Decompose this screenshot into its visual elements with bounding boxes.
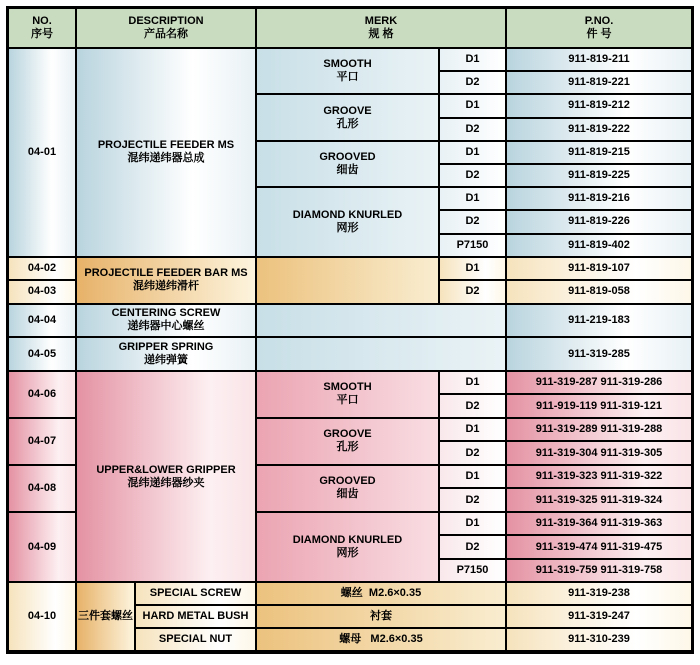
no-cell — [9, 338, 75, 370]
pno-label: 911-819-211 — [568, 53, 630, 66]
d-cell — [440, 395, 505, 417]
header-desc-zh: 产品名称 — [144, 28, 188, 40]
header-cell-pno — [507, 9, 691, 47]
pno-label: 911-319-285 — [568, 347, 630, 360]
spec-zh: 细齿 — [336, 163, 359, 176]
header-no-en: NO. — [32, 15, 52, 27]
no-label: 04-01 — [27, 145, 57, 158]
d-label: D1 — [465, 192, 480, 205]
no-cell — [9, 281, 75, 303]
pno-cell — [507, 72, 691, 93]
d-cell — [440, 211, 505, 232]
pno-cell — [507, 281, 691, 303]
spec-cell — [257, 466, 438, 511]
desc-en-cell — [136, 606, 255, 627]
desc-zh: 混纬递纬器总成 — [127, 152, 205, 165]
d-label: D2 — [465, 76, 480, 89]
spec-cell — [257, 142, 438, 186]
pno-cell — [507, 49, 691, 70]
pno-cell — [507, 442, 691, 464]
spec-zh: 平口 — [336, 71, 359, 84]
pno-cell — [507, 629, 691, 650]
d-label: D2 — [465, 285, 480, 298]
pno-cell — [507, 188, 691, 209]
spec-cell — [257, 583, 505, 604]
header-merk-zh: 规 格 — [368, 28, 394, 40]
spec-cell — [257, 419, 438, 464]
d-cell — [440, 49, 505, 70]
d-cell — [440, 419, 505, 441]
pno-label: 911-319-238 — [568, 587, 630, 600]
d-cell — [440, 372, 505, 394]
desc-zh: 递纬弹簧 — [144, 354, 188, 367]
desc-en-cell — [136, 583, 255, 604]
pno-cell — [507, 142, 691, 163]
spec-label: 螺丝 M2.6×0.35 — [340, 587, 422, 600]
d-label: D1 — [465, 261, 480, 274]
no-label: 04-08 — [27, 481, 57, 494]
spec-en: GROOVE — [323, 428, 372, 441]
pno-label: 911-819-225 — [568, 169, 630, 182]
d-cell — [440, 489, 505, 511]
no-cell — [9, 419, 75, 464]
d-label: P7150 — [456, 564, 489, 577]
header-pno-en: P.NO. — [584, 15, 614, 27]
spec-zh: 平口 — [336, 394, 359, 407]
no-label: 04-04 — [27, 313, 57, 326]
d-label: D2 — [465, 446, 480, 459]
header-no-zh: 序号 — [31, 28, 53, 40]
pno-label: 911-819-402 — [568, 238, 630, 251]
spec-cell — [257, 372, 438, 417]
pno-label: 911-319-323 911-319-322 — [535, 470, 663, 483]
d-cell — [440, 165, 505, 186]
desc-zh: 混纬递纬滑杆 — [133, 280, 199, 293]
pno-cell — [507, 95, 691, 116]
spec-cell — [257, 606, 505, 627]
pno-cell — [507, 466, 691, 488]
no-label: 04-10 — [27, 610, 57, 623]
pno-cell — [507, 419, 691, 441]
spec-zh: 网形 — [336, 221, 359, 234]
header-desc-en: DESCRIPTION — [128, 15, 204, 27]
d-cell — [440, 188, 505, 209]
desc-en: UPPER&LOWER GRIPPER — [96, 463, 236, 476]
spec-en: DIAMOND KNURLED — [292, 534, 403, 547]
d-cell — [440, 235, 505, 256]
d-cell — [440, 513, 505, 535]
d-cell — [440, 258, 505, 280]
spec-cell — [257, 513, 438, 582]
pno-label: 911-819-221 — [568, 76, 630, 89]
pno-label: 911-319-304 911-319-305 — [535, 446, 663, 459]
pno-label: 911-919-119 911-319-121 — [535, 399, 662, 412]
pno-label: 911-319-289 911-319-288 — [535, 423, 663, 436]
pno-cell — [507, 305, 691, 337]
pno-cell — [507, 211, 691, 232]
desc-en: PROJECTILE FEEDER BAR MS — [84, 267, 248, 280]
spec-cell — [257, 95, 438, 139]
spec-cell-empty — [257, 258, 438, 303]
no-cell — [9, 258, 75, 280]
desc-en: HARD METAL BUSH — [142, 610, 249, 623]
header-merk-en: MERK — [364, 15, 398, 27]
d-label: P7150 — [456, 238, 489, 251]
no-label: 04-09 — [27, 540, 57, 553]
spec-cell-empty — [257, 338, 505, 370]
no-cell — [9, 583, 75, 650]
pno-label: 911-319-247 — [568, 610, 630, 623]
header-cell-merk — [257, 9, 505, 47]
d-cell — [440, 442, 505, 464]
no-cell — [9, 372, 75, 417]
d-cell — [440, 536, 505, 558]
desc-cell — [77, 305, 255, 337]
d-cell — [440, 466, 505, 488]
spec-zh: 细齿 — [336, 488, 359, 501]
pno-cell — [507, 536, 691, 558]
desc-cell — [77, 372, 255, 582]
d-cell — [440, 281, 505, 303]
no-cell — [9, 466, 75, 511]
pno-label: 911-819-215 — [568, 145, 630, 158]
desc-zh: 混纬递纬器纱夹 — [127, 476, 205, 489]
d-label: D2 — [465, 215, 480, 228]
desc-en: CENTERING SCREW — [111, 307, 221, 320]
desc-cell — [77, 49, 255, 256]
spec-cell — [257, 49, 438, 93]
pno-label: 911-319-325 911-319-324 — [535, 493, 663, 506]
spec-zh: 孔形 — [336, 441, 359, 454]
d-label: D1 — [465, 376, 480, 389]
spec-en: SMOOTH — [323, 381, 372, 394]
pno-cell — [507, 165, 691, 186]
desc-en: SPECIAL NUT — [158, 633, 233, 646]
d-label: D1 — [465, 53, 480, 66]
no-cell — [9, 49, 75, 256]
pno-cell — [507, 235, 691, 256]
pno-label: 911-319-364 911-319-363 — [535, 517, 663, 530]
pno-label: 911-319-759 911-319-758 — [535, 564, 663, 577]
no-label: 04-05 — [27, 347, 57, 360]
header-cell-no — [9, 9, 75, 47]
d-label: D1 — [465, 423, 480, 436]
no-label: 04-03 — [27, 285, 57, 298]
pno-cell — [507, 372, 691, 394]
spec-cell — [257, 629, 505, 650]
d-label: D2 — [465, 493, 480, 506]
pno-label: 911-819-058 — [568, 285, 630, 298]
spec-cell — [257, 188, 438, 256]
desc-en: SPECIAL SCREW — [149, 587, 242, 600]
spec-zh: 孔形 — [336, 117, 359, 130]
pno-label: 911-319-287 911-319-286 — [535, 376, 663, 389]
desc-cell — [77, 258, 255, 303]
desc-en: GRIPPER SPRING — [118, 341, 214, 354]
d-label: D2 — [465, 540, 480, 553]
pno-cell — [507, 395, 691, 417]
spec-en: GROOVED — [319, 150, 376, 163]
d-cell — [440, 142, 505, 163]
header-pno-zh: 件 号 — [586, 28, 612, 40]
desc-en: PROJECTILE FEEDER MS — [97, 139, 235, 152]
d-cell — [440, 72, 505, 93]
no-cell — [9, 305, 75, 337]
desc-zh: 三件套螺丝 — [78, 610, 133, 623]
no-label: 04-02 — [27, 261, 57, 274]
pno-label: 911-319-474 911-319-475 — [535, 540, 663, 553]
no-label: 04-07 — [27, 434, 57, 447]
d-cell — [440, 560, 505, 582]
pno-cell — [507, 258, 691, 280]
desc-cell — [77, 338, 255, 370]
no-label: 04-06 — [27, 387, 57, 400]
pno-cell — [507, 583, 691, 604]
pno-label: 911-819-222 — [568, 122, 630, 135]
spec-cell-empty — [257, 305, 505, 337]
d-label: D2 — [465, 399, 480, 412]
pno-label: 911-819-226 — [568, 215, 630, 228]
d-label: D1 — [465, 145, 480, 158]
pno-cell — [507, 489, 691, 511]
pno-label: 911-310-239 — [568, 633, 630, 646]
pno-cell — [507, 560, 691, 582]
pno-cell — [507, 606, 691, 627]
d-label: D2 — [465, 122, 480, 135]
desc-zh-cell — [77, 583, 134, 650]
spec-en: SMOOTH — [323, 58, 372, 71]
d-label: D1 — [465, 517, 480, 530]
d-label: D2 — [465, 169, 480, 182]
spec-label: 衬套 — [370, 610, 392, 623]
spec-en: GROOVE — [323, 104, 372, 117]
spec-en: DIAMOND KNURLED — [292, 208, 403, 221]
d-cell — [440, 95, 505, 116]
d-label: D1 — [465, 470, 480, 483]
pno-label: 911-819-107 — [568, 261, 630, 274]
pno-cell — [507, 513, 691, 535]
desc-zh: 递纬器中心螺丝 — [127, 320, 205, 333]
pno-cell — [507, 338, 691, 370]
desc-en-cell — [136, 629, 255, 650]
pno-label: 911-219-183 — [568, 313, 630, 326]
spec-label: 螺母 M2.6×0.35 — [339, 633, 423, 646]
header-cell-description — [77, 9, 255, 47]
pno-label: 911-819-216 — [568, 192, 630, 205]
d-label: D1 — [465, 99, 480, 112]
parts-table — [6, 6, 694, 654]
pno-cell — [507, 119, 691, 140]
d-cell — [440, 119, 505, 140]
spec-en: GROOVED — [319, 475, 376, 488]
pno-label: 911-819-212 — [568, 99, 630, 112]
no-cell — [9, 513, 75, 582]
spec-zh: 网形 — [336, 547, 359, 560]
